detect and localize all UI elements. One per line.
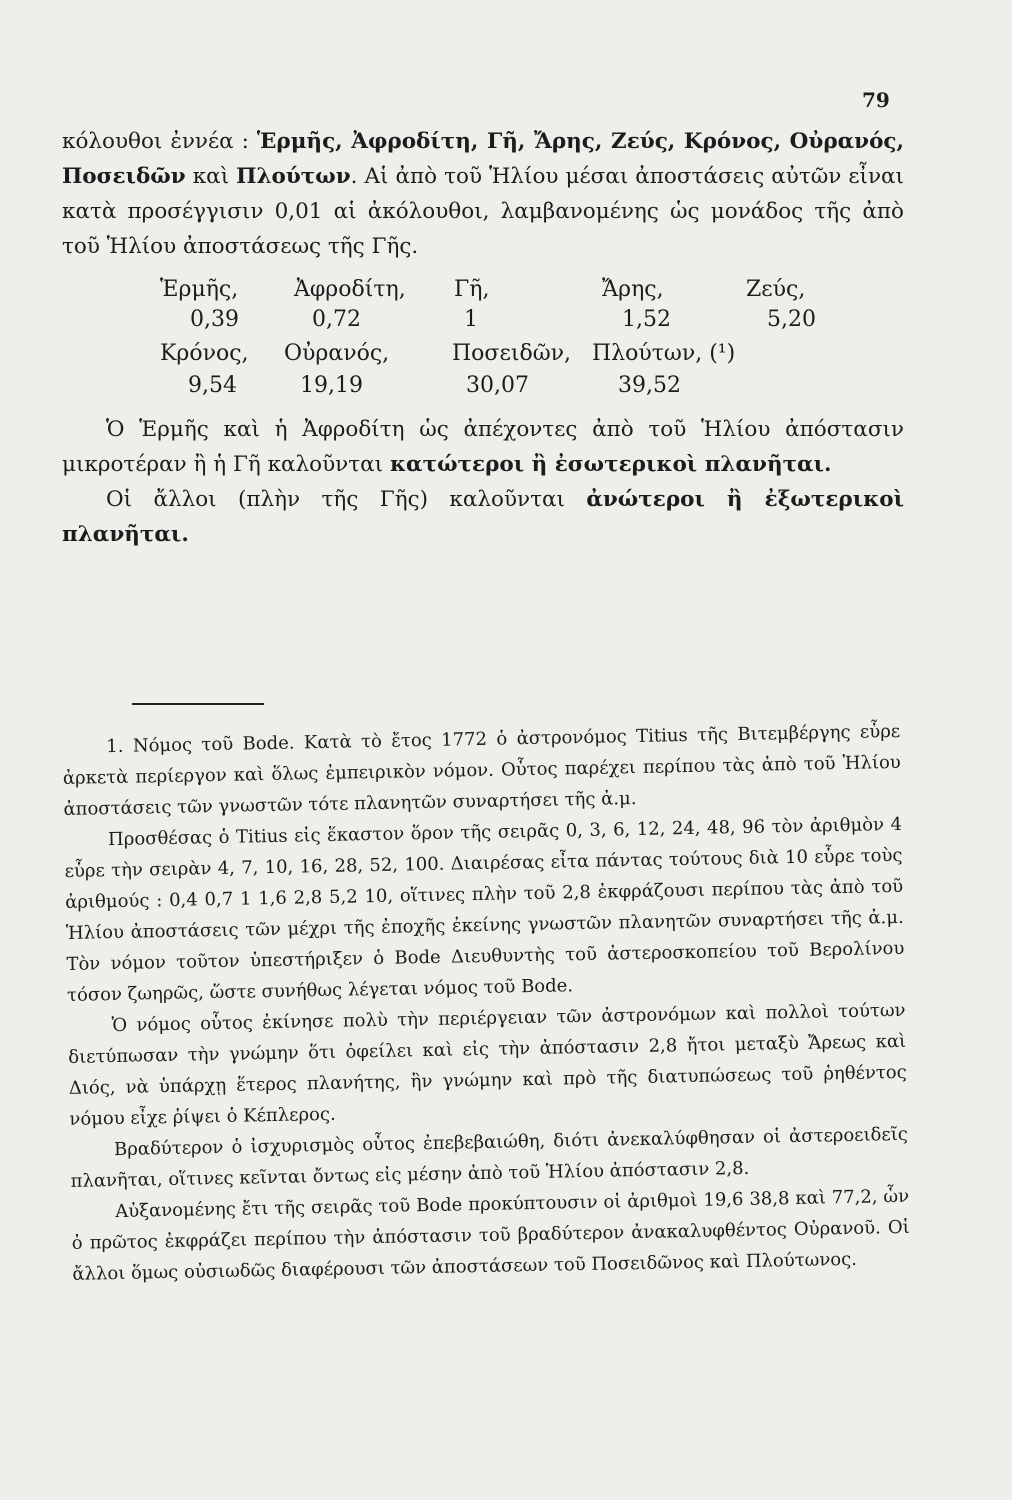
page-number: 79 (862, 88, 890, 112)
para2-text: Ὁ Ἑρμῆς καὶ ἡ Ἀφροδίτη ὡς ἀπέχοντες ἀπὸ τοῦ Ἡλίου ἀπόστασιν μικροτέραν ἢ ἡ Γῆ καλοῦνται (62, 417, 904, 477)
table-value: 0,72 (312, 307, 361, 332)
table-name: Κρόνος, (160, 341, 249, 366)
planet-list-bold: Ἑρμῆς, Ἀφροδίτη, Γῆ, Ἄρης, Ζεύς, Κρόνος, Οὐρανός, Ποσειδῶν (62, 129, 905, 189)
table-value: 1,52 (622, 307, 671, 332)
outer-planets-paragraph (62, 482, 904, 552)
footnote-paragraph: Αὐξανομένης ἔτι τῆς σειρᾶς τοῦ Bode προκύπτουσιν οἱ ἀριθμοὶ 19,6 38,8 καὶ 77,2, ὧν ὁ πρῶτος ἐκφράζει περίπου τὴν ἀπόστασιν τοῦ βραδύτερον ἀνακαλυφθέντος Οὐρανοῦ. Οἱ ἄλλοι ὅμως οὐσιωδῶς διαφέρουσι τῶν ἀποστάσεων τοῦ Ποσειδῶνος καὶ Πλούτωνος. (71, 1185, 910, 1285)
table-name: Ἑρμῆς, (160, 277, 239, 302)
para3-text: Οἱ ἄλλοι (πλὴν τῆς Γῆς) καλοῦνται (106, 487, 587, 512)
table-name: Γῆ, (454, 277, 490, 302)
footnote-paragraph: Βραδύτερον ὁ ἰσχυρισμὸς οὗτος ἐπεβεβαιώθη, διότι ἀνεκαλύφθησαν οἱ ἀστεροειδεῖς πλανῆται, οἵτινες κεῖνται ὄντως εἰς μέσην ἀπὸ τοῦ Ἡλίου ἀπόστασιν 2,8. (70, 1123, 909, 1192)
footnote-paragraph: Προσθέσας ὁ Titius εἰς ἕκαστον ὅρον τῆς σειρᾶς 0, 3, 6, 12, 24, 48, 96 τὸν ἀριθμὸν 4 εὗρε τὴν σειρὰν 4, 7, 10, 16, 28, 52, 100. Διαιρέσας εἶτα πάντας τούτους διὰ 10 εὗρε τοὺς ἀριθμούς : 0,4 0,7 1 1,6 2,8 5,2 10, οἵτινες πλὴν τοῦ 2,8 ἐκφράζουσι περίπου τὰς ἀπὸ τοῦ Ἡλίου ἀποστάσεις τῶν μέχρι τῆς ἐποχῆς ἐκείνης γνωστῶν πλανητῶν συναρτήσει τῆς ἀ.μ. Τὸν νόμον τοῦτον ὑπεστήριξεν ὁ Bode Διευθυντὴς τοῦ ἀστεροσκοπείου τοῦ Βερολίνου τόσον ζωηρῶς, ὥστε συνήθως λέγεται νόμος τοῦ Bode. (64, 813, 905, 1006)
footnote-divider (132, 703, 264, 705)
pluto-bold: Πλούτων (236, 164, 351, 189)
footnote-section (62, 716, 911, 1290)
footnote-text: Κατὰ τὸ ἔτος 1772 ὁ ἀστρονόμος Titius τῆς Βιτεμβέργης εὗρε ἀρκετὰ περίεργον καὶ ὅλως ἐμπειρικὸν νόμον. Οὗτος παρέχει περίπου τὰς ἀπὸ τοῦ Ἡλίου ἀποστάσεις τῶν γνωστῶν τότε πλανητῶν συναρτήσει τῆς ἀ.μ. (62, 720, 901, 820)
footnote-paragraph: Ὁ νόμος οὗτος ἐκίνησε πολὺ τὴν περιέργειαν τῶν ἀστρονόμων καὶ πολλοὶ τούτων διετύπωσαν τὴν γνώμην ὅτι ὀφείλει καὶ εἰς τὴν ἀπόστασιν 2,8 ἤτοι μεταξὺ Ἄρεως καὶ Διός, νὰ ὑπάρχῃ ἕτερος πλανήτης, ἣν γνώμην καὶ πρὸ τῆς διατυπώσεως τοῦ ῥηθέντος νόμου εἶχε ῥίψει ὁ Κέπλερος. (68, 999, 907, 1130)
table-name: Ζεύς, (746, 277, 806, 302)
table-name: Ποσειδῶν, (452, 341, 572, 366)
intro-paragraph (62, 124, 904, 264)
intro-text-2: καὶ (185, 164, 237, 189)
table-name: Ἄρης, (602, 277, 664, 302)
table-value: 5,20 (767, 307, 816, 332)
inner-planets-paragraph (62, 412, 904, 482)
main-text (62, 124, 904, 552)
footnote-paragraph (62, 716, 902, 825)
outer-planets-bold: ἀνώτεροι ἢ ἐξωτερικοὶ πλανῆται. (62, 487, 904, 547)
table-value: 1 (464, 307, 478, 332)
table-value: 9,54 (188, 373, 237, 398)
intro-text-3: . Αἱ ἀπὸ τοῦ Ἡλίου μέσαι ἀποστάσεις αὐτῶν εἶναι κατὰ προσέγγισιν 0,01 αἱ ἀκόλουθοι, λαμβανομένης ὡς μονάδος τῆς ἀπὸ τοῦ Ἡλίου ἀποστάσεως τῆς Γῆς. (62, 164, 904, 259)
inner-planets-bold: κατώτεροι ἢ ἐσωτερικοὶ πλανῆται. (389, 452, 832, 477)
table-value: 30,07 (466, 373, 529, 398)
table-name: Ἀφροδίτη, (294, 277, 406, 302)
footnote-label: 1. Νόμος τοῦ Bode. (106, 732, 295, 758)
table-value: 39,52 (618, 373, 681, 398)
table-name: Οὐρανός, (284, 341, 390, 366)
table-value: 0,39 (190, 307, 239, 332)
distance-table (62, 264, 904, 404)
table-value: 19,19 (300, 373, 363, 398)
intro-text-1: κόλουθοι ἐννέα : (62, 129, 257, 154)
table-name: Πλούτων, (¹) (592, 341, 736, 366)
